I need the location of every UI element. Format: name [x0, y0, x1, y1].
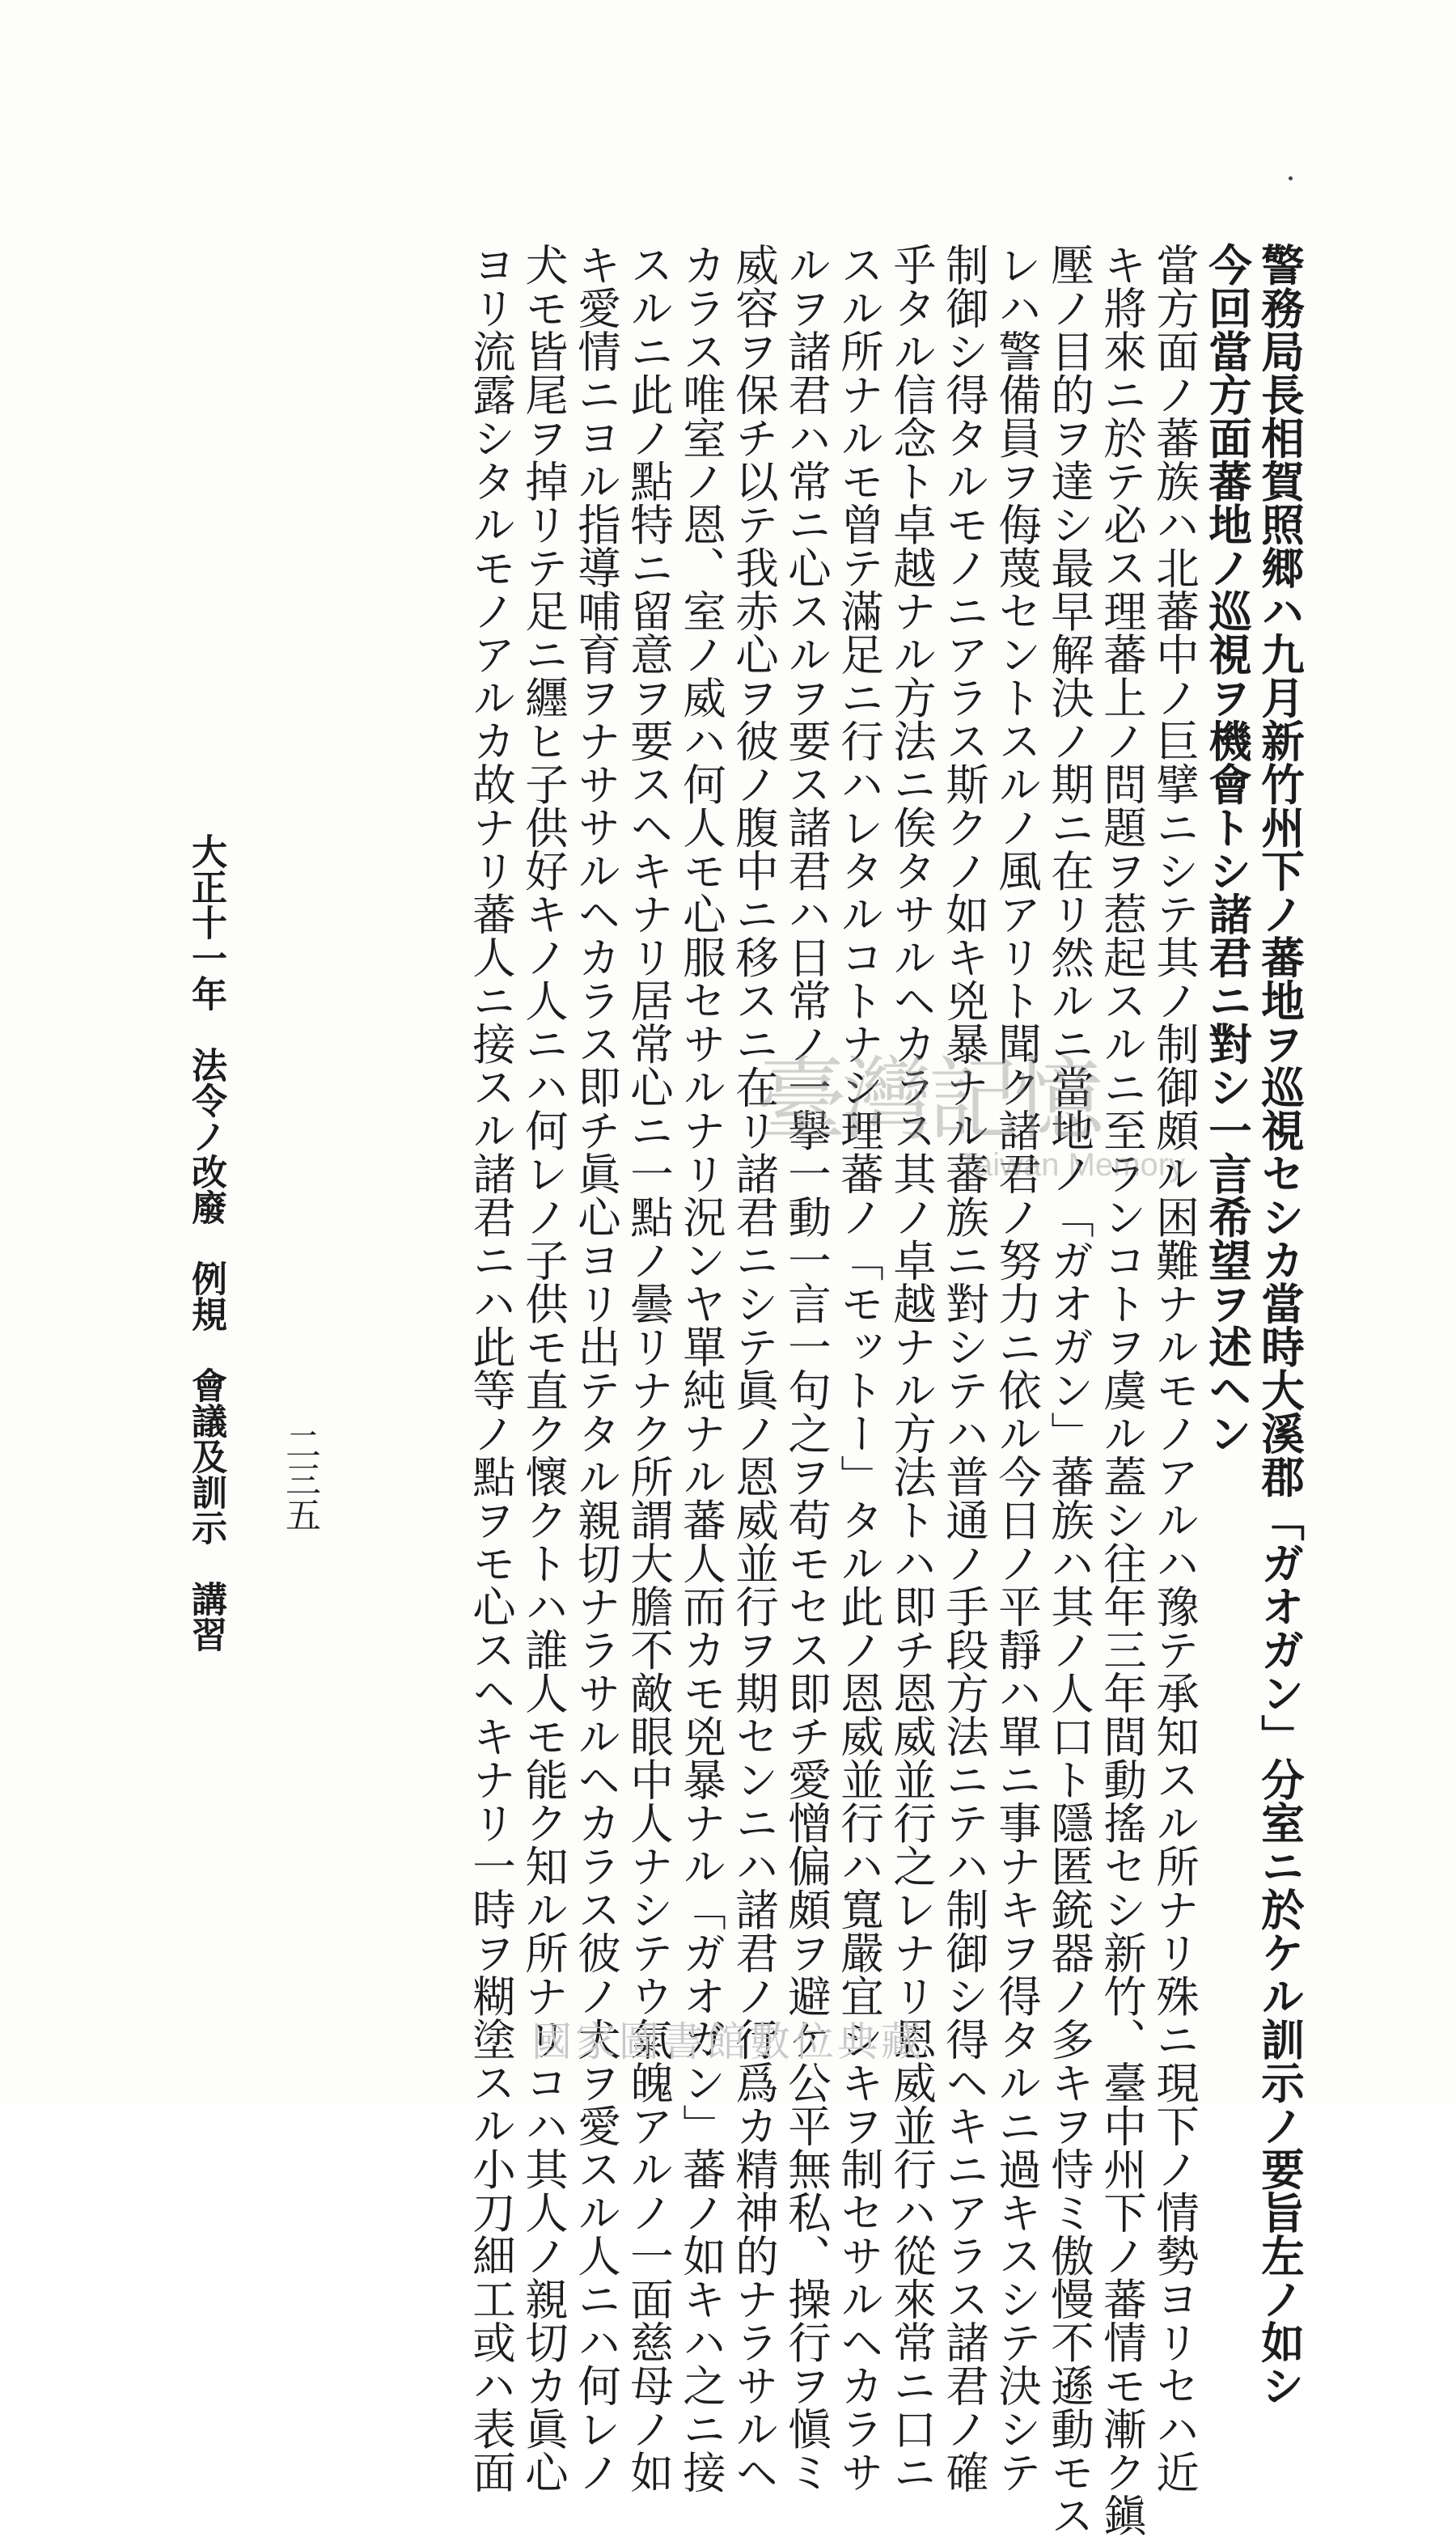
body-column-11: 威容ヲ保チ以テ我赤心ヲ彼ノ腹中ニ移スニ在リ諸君ニシテ眞ノ恩威並行ヲ期センニハ諸君ノ行爲カ精神的ナラサルヘ [728, 243, 780, 2493]
watermark-subtext: Taiwan Memory [959, 1147, 1186, 1183]
body-column-6: レハ警備員ヲ侮蔑セントスルノ風アリト聞ク諸君ノ努力ニ依ル今日ノ平靜ハ單ニ事ナキヲ得タルニ過キスシテ決シテ [991, 243, 1043, 2493]
archive-footer: 國家圖書館數位典藏 [531, 2018, 925, 2065]
watermark-text: 臺灣記憶 [756, 1048, 1099, 1153]
page-number: 二三五 [279, 1425, 320, 1532]
body-column-3: 當方面ノ蕃族ハ北蕃中ノ巨擘ニシテ其ノ制御頗ル困難ナルモノアルハ豫テ承知スル所ナリ殊ニ現下ノ情勢ヨリセハ近 [1149, 243, 1200, 2493]
running-footer: 大正十一年 法令ノ改廢 例規 會議及訓示 講習 [185, 833, 226, 1652]
body-column-10: ルヲ諸君ハ常ニ心スルヲ要ス諸君ハ日常ノ一擧一動一言一句之ヲ苟モセス即チ愛憎偏頗ヲ避ケ公平無私、操行ヲ愼ミ [781, 243, 832, 2493]
body-column-13: スルニ此ノ點特ニ留意ヲ要スヘキナリ居常心ニ一點ノ曇リナク所謂大膽不敵眼中人ナシテウ氣魄アルノ一面慈母ノ如 [623, 243, 675, 2493]
body-column-15: 犬モ皆尾ヲ掉リテ足ニ纒ヒ子供好キノ人ニハ何レノ子供モ直ク懷クトハ誰人モ能ク知ル所ナリコハ其人ノ親切カ眞心 [518, 243, 569, 2493]
body-column-8: 乎タル信念ト卓越ナル方法ニ俟タサルヘカラス其ノ卓越ナル方法トハ即チ恩威並行之レナリ恩威並行ハ從來常ニ口ニ [886, 243, 938, 2493]
body-column-2: 今回當方面蕃地ノ巡視ヲ機會トシ諸君ニ對シ一言希望ヲ述ヘン [1201, 243, 1253, 1455]
body-column-4: キ將來ニ於テ必ス理蕃上ノ問題ヲ惹起スルニ至ランコトヲ虞ル蓋シ往年三年間動搖セシ新竹、臺中州下ノ蕃情モ漸ク鎭 [1096, 243, 1148, 2537]
margin-dot [1289, 176, 1293, 180]
body-column-12: カラス唯室ノ恩、室ノ威ハ何人モ心服セサルナリ況ンヤ單純ナル蕃人而カモ兇暴ナル「ガオガン」蕃ノ如キハ之ニ接 [675, 243, 727, 2493]
body-column-7: 制御シ得タルモノニアラス斯クノ如キ兇暴ナル蕃族ニ對シテハ普通ノ手段方法ニテハ制御シ得ヘキニアラス諸君ノ確 [938, 243, 990, 2493]
body-column-16: ヨリ流露シタルモノアルカ故ナリ蕃人ニ接スル諸君ニハ此等ノ點ヲモ心スヘキナリ一時ヲ糊塗スル小刀細工或ハ表面 [465, 243, 517, 2493]
body-column-9: スル所ナルモ曾テ滿足ニ行ハレタルコトナシ理蕃ノ「モットー」タル此ノ恩威並行ハ寬嚴宜シキヲ制セサルヘカラサ [833, 243, 885, 2493]
body-column-5: 壓ノ目的ヲ達シ最早解決ノ期ニ在リ然ルニ當地ノ「ガオガン」蕃族ハ其ノ人口ト隱匿銃器ノ多キヲ恃ミ傲慢不遜動モス [1043, 243, 1095, 2537]
body-column-14: キ愛情ニヨル指導哺育ヲナササルヘカラス即チ眞心ヨリ出テタル親切ナラサルヘカラス彼ノ犬ヲ愛スル人ニハ何レノ [570, 243, 622, 2493]
body-column-1: 警務局長相賀照郷ハ九月新竹州下ノ蕃地ヲ巡視セシカ當時大溪郡「ガオガン」分室ニ於ケル訓示ノ要旨左ノ如シ [1254, 243, 1306, 2407]
